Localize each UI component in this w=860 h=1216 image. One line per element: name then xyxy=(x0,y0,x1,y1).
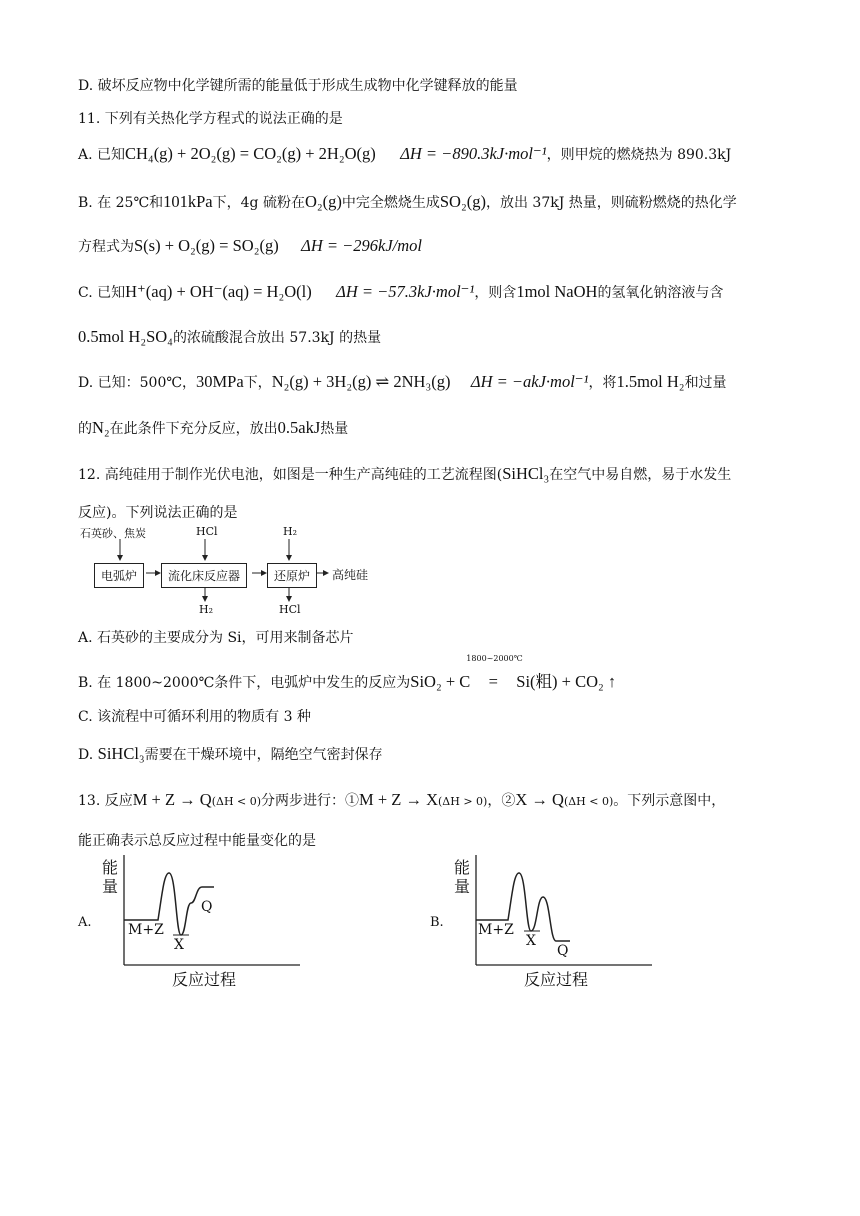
q12-b-text: B. 在 1800~2000℃条件下，电弧炉中发生的反应为 xyxy=(78,675,411,691)
q12-stem-text1: 12. 高纯硅用于制作光伏电池，如图是一种生产高纯硅的工艺流程图( xyxy=(78,467,503,483)
q12-b-equals: = xyxy=(488,672,498,691)
graph-b-ylabel-2: 量 xyxy=(454,877,471,896)
q11-stem: 11. 下列有关热化学方程式的说法正确的是 xyxy=(78,111,343,127)
q11-c-prefix: C. 已知 xyxy=(78,285,126,301)
q11-b-text3: 中完全燃烧生成 xyxy=(341,195,440,211)
q11-b-text5: 方程式为 xyxy=(78,239,134,255)
flow-box-arc-furnace: 电弧炉 xyxy=(94,563,144,588)
q12-b-condition: 1800~2000℃ xyxy=(466,654,523,663)
q11-d-text6: 热量 xyxy=(320,421,349,437)
q11-b-so2: SO₂(g) xyxy=(439,192,486,211)
flow-box-fluidized-bed: 流化床反应器 xyxy=(161,563,247,588)
graph-a-xlabel: 反应过程 xyxy=(172,970,237,989)
graph-b-ylabel-1: 能 xyxy=(454,858,471,877)
q12-b-reactants: SiO₂ + C xyxy=(410,672,471,691)
flow-input-hcl: HCl xyxy=(196,525,218,538)
q11-d-text3: 和过量 xyxy=(684,375,727,391)
q11-d-text1: 下， xyxy=(243,375,272,391)
q11-c-equation: H⁺(aq) + OH⁻(aq) = H₂O(l) xyxy=(125,282,312,301)
graph-b-x-label: X xyxy=(526,933,536,949)
q11-d-text2: ，将 xyxy=(588,375,617,391)
q12-d-text: 需要在干燥环境中，隔绝空气密封保存 xyxy=(144,747,383,763)
q10-option-d: D. 破坏反应物中化学键所需的能量低于形成生成物中化学键释放的能量 xyxy=(78,78,518,94)
graph-a-ylabel-2: 量 xyxy=(102,877,119,896)
q12-option-d xyxy=(78,744,383,764)
option-a-label: A. xyxy=(78,915,92,930)
flow-box-reduction-furnace: 还原炉 xyxy=(267,563,317,588)
q11-c-text2: 的氢氧化钠溶液与含 xyxy=(597,285,724,301)
q11-c-text1: ，则含 xyxy=(474,285,517,301)
graph-a-q-label: Q xyxy=(201,899,213,915)
q12-stem-sihcl3: SiHCl₃ xyxy=(502,464,550,483)
q13-text2: 分两步进行：① xyxy=(261,793,360,809)
q13-step1: M + Z → X xyxy=(359,790,439,809)
q11-c-text3: 的浓硫酸混合放出 57.3kJ 的热量 xyxy=(172,330,382,346)
q11-d-equation: N₂(g) + 3H₂(g) ⇌ 2NH₃(g) xyxy=(271,372,451,391)
q11-option-c-line1 xyxy=(78,282,723,302)
q11-a-equation: CH₄(g) + 2O₂(g) = CO₂(g) + 2H₂O(g) xyxy=(125,144,376,163)
flow-product-pure-si: 高纯硅 xyxy=(332,568,369,582)
q11-a-suffix: ，则甲烷的燃烧热为 890.3kJ xyxy=(546,147,732,163)
q11-b-text4: ，放出 37kJ 热量，则硫粉燃烧的热化学 xyxy=(485,195,737,211)
graph-b-xlabel: 反应过程 xyxy=(524,970,589,989)
q11-b-pressure: 101kPa xyxy=(163,192,213,211)
q11-option-d-line2 xyxy=(78,418,348,438)
q11-option-b-line2 xyxy=(78,236,422,256)
q12-stem-line1 xyxy=(78,464,731,484)
q11-d-h2: 1.5mol H₂ xyxy=(616,372,685,391)
graph-a-ylabel-1: 能 xyxy=(102,858,119,877)
option-b-label: B. xyxy=(430,915,444,930)
q12-b-reaction-sign xyxy=(466,654,523,692)
q13-stem-line2: 能正确表示总反应过程中能量变化的是 xyxy=(78,833,316,849)
q11-c-enthalpy: ΔH = −57.3kJ·mol⁻¹ xyxy=(336,282,475,301)
graph-a-mz-label: M+Z xyxy=(128,922,164,938)
q13-stem-line1 xyxy=(78,790,725,810)
energy-diagram-a xyxy=(78,855,378,995)
q11-a-prefix: A. 已知 xyxy=(78,147,126,163)
q11-b-o2: O₂(g) xyxy=(304,192,342,211)
q13-overall-dh: (ΔH < 0) xyxy=(211,795,262,808)
q13-text3: ，② xyxy=(487,793,516,809)
process-flow-diagram xyxy=(80,525,400,620)
q11-d-n2: N₂ xyxy=(92,418,110,437)
graph-b-mz-label: M+Z xyxy=(478,922,514,938)
q11-d-pressure: 30MPa xyxy=(196,372,244,391)
q11-d-prefix: D. 已知：500℃， xyxy=(78,375,197,391)
q13-overall-reaction: M + Z → Q xyxy=(132,790,212,809)
graph-b-q-label: Q xyxy=(557,943,569,959)
q12-stem-text2: 在空气中易自燃，易于水发生 xyxy=(549,467,732,483)
q12-option-c: C. 该流程中可循环利用的物质有 3 种 xyxy=(78,709,311,725)
q11-b-enthalpy: ΔH = −296kJ/mol xyxy=(301,236,423,255)
q11-b-text2: 下，4g 硫粉在 xyxy=(212,195,305,211)
energy-diagram-b xyxy=(430,855,730,995)
q11-c-naoh: 1mol NaOH xyxy=(516,282,598,301)
q11-d-text4: 的 xyxy=(78,421,92,437)
q11-b-text1: B. 在 25℃和 xyxy=(78,195,164,211)
flow-input-quartz-coke: 石英砂、焦炭 xyxy=(80,527,146,540)
q11-a-enthalpy: ΔH = −890.3kJ·mol⁻¹ xyxy=(400,144,547,163)
q12-b-products: Si(粗) + CO₂ ↑ xyxy=(516,672,617,691)
q13-text1: 13. 反应 xyxy=(78,793,133,809)
q12-stem-line2: 反应)。下列说法正确的是 xyxy=(78,505,238,521)
flow-output-h2: H₂ xyxy=(199,603,214,616)
q12-d-sihcl3: SiHCl₃ xyxy=(97,744,145,763)
q11-c-h2so4: 0.5mol H₂SO₄ xyxy=(78,327,173,346)
q11-option-b-line1 xyxy=(78,192,737,212)
q12-option-b xyxy=(78,654,617,692)
q12-d-label: D. xyxy=(78,747,98,763)
graph-a-x-label: X xyxy=(174,937,184,953)
q11-b-equation: S(s) + O₂(g) = SO₂(g) xyxy=(134,236,279,255)
q13-step2-dh: (ΔH < 0) xyxy=(563,795,614,808)
q11-option-a xyxy=(78,144,731,164)
flow-output-hcl: HCl xyxy=(279,603,301,616)
flow-input-h2: H₂ xyxy=(283,525,298,538)
q11-option-c-line2 xyxy=(78,327,381,347)
q12-option-a: A. 石英砂的主要成分为 Si，可用来制备芯片 xyxy=(78,630,354,646)
q13-step2: X → Q xyxy=(515,790,564,809)
q13-text4: 。下列示意图中， xyxy=(613,793,726,809)
q11-d-text5: 在此条件下充分反应，放出 xyxy=(109,421,278,437)
q13-step1-dh: (ΔH > 0) xyxy=(438,795,488,808)
q11-d-enthalpy: ΔH = −akJ·mol⁻¹ xyxy=(470,372,589,391)
q11-d-heat: 0.5akJ xyxy=(277,418,321,437)
q11-option-d-line1 xyxy=(78,372,727,392)
